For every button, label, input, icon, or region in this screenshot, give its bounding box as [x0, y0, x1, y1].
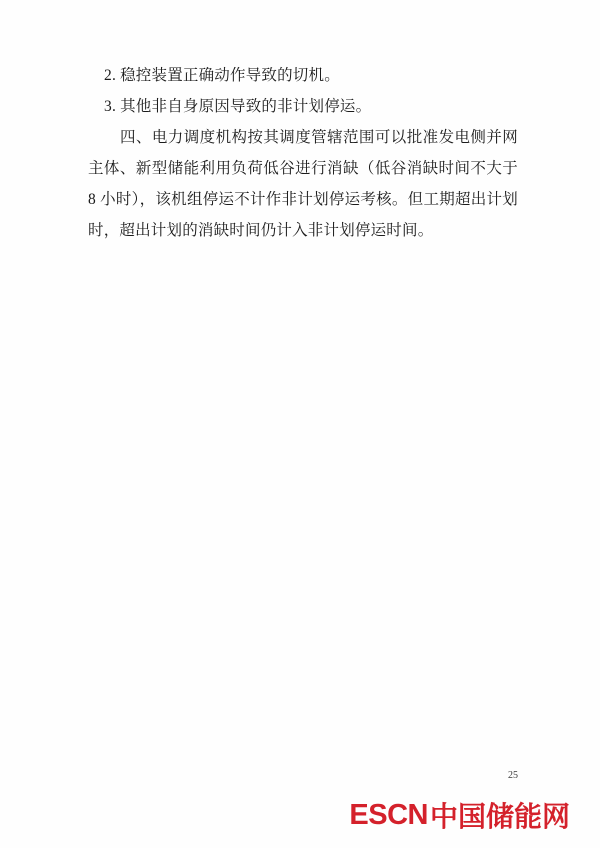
- paragraph-item-4: 四、电力调度机构按其调度管辖范围可以批准发电侧并网主体、新型储能利用负荷低谷进行消缺（低谷消缺时间不大于 8 小时），该机组停运不计作非计划停运考核。但工期超出计划时，超出计划的消缺时间仍计入非计划停运时间。: [88, 129, 518, 239]
- page-number: 25: [508, 770, 518, 781]
- watermark-latin-text: ESCN: [349, 798, 428, 831]
- paragraph-item-2: 2. 稳控装置正确动作导致的切机。: [104, 67, 340, 84]
- paragraph-item-3: 3. 其他非自身原因导致的非计划停运。: [104, 98, 372, 115]
- document-body: [88, 60, 518, 246]
- watermark-logo: [349, 795, 570, 835]
- watermark-chinese-text: 中国储能网: [429, 800, 570, 833]
